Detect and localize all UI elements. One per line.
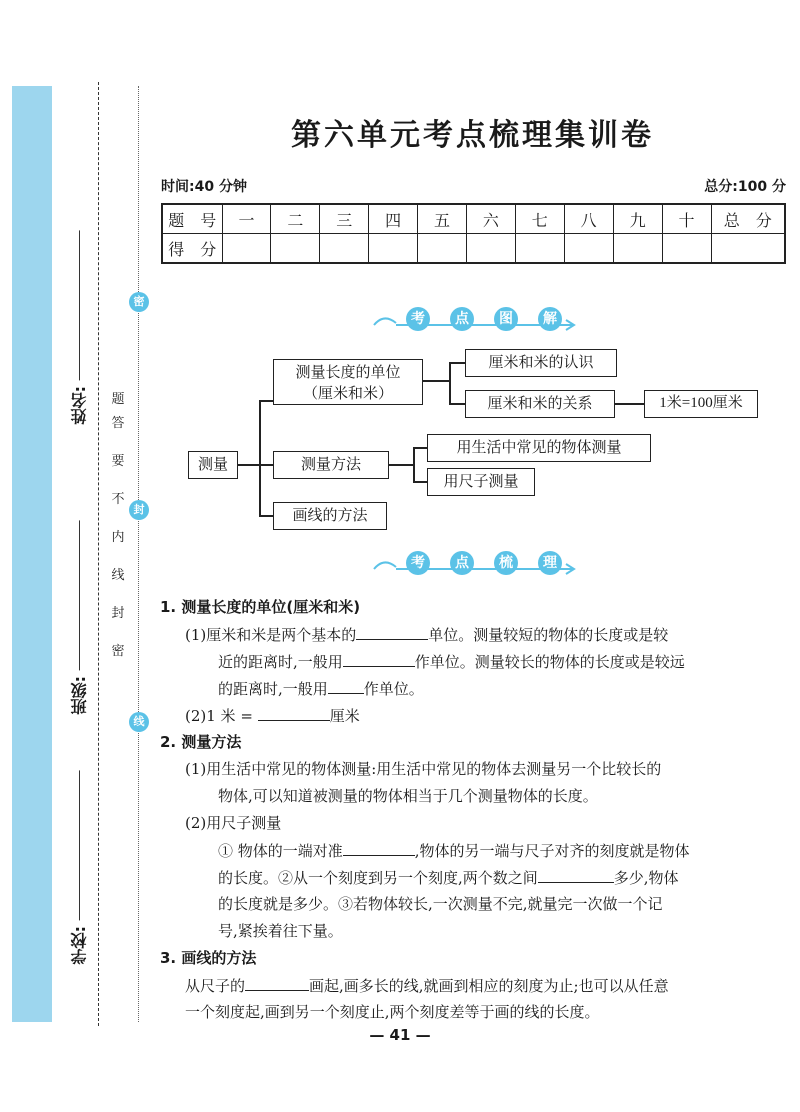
- table-cell: 四: [369, 204, 418, 234]
- warning-char: 密: [111, 644, 125, 659]
- connector: [413, 447, 427, 449]
- cut-line: [98, 82, 99, 1026]
- connector: [259, 400, 274, 402]
- mindmap-root: 测量: [188, 451, 238, 479]
- s2-line-2: 物体,可以知道被测量的物体相当于几个测量物体的长度。: [218, 787, 598, 805]
- school-field[interactable]: [68, 770, 91, 964]
- s2-line-5: [218, 864, 679, 892]
- connector: [237, 464, 260, 466]
- warning-char: 答: [111, 416, 125, 431]
- table-cell: 十: [662, 204, 711, 234]
- text: 单位。测量较短的物体的长度或是较: [428, 626, 669, 644]
- binding-strip: [12, 86, 52, 1022]
- table-cell: 题 号: [162, 204, 222, 234]
- text: 画起,画多长的线,就画到相应的刻度为止;也可以从任意: [309, 977, 669, 995]
- text: ,物体的另一端与尺子对齐的刻度就是物体: [414, 842, 690, 860]
- s1-line-2: [218, 648, 685, 676]
- total-score: 总分:100 分: [704, 179, 786, 195]
- table-cell: 五: [418, 204, 467, 234]
- score-cell[interactable]: [711, 234, 785, 264]
- connector: [259, 515, 274, 517]
- table-cell: 九: [613, 204, 662, 234]
- section-1-heading: 1. 测量长度的单位(厘米和米): [160, 598, 361, 616]
- score-cell[interactable]: [222, 234, 271, 264]
- seal-xian-icon: 线: [129, 712, 149, 732]
- connector: [449, 362, 451, 404]
- seal-mi-icon: 密: [129, 292, 149, 312]
- connector: [614, 403, 644, 405]
- table-cell: 三: [320, 204, 369, 234]
- mindmap-relation-value: 1米=100厘米: [644, 390, 758, 418]
- s1-line-1: [185, 621, 668, 649]
- connector: [259, 400, 261, 516]
- node-line: （厘米和米）: [302, 384, 393, 402]
- mindmap-draw-node: 画线的方法: [273, 502, 387, 530]
- banner-chip: 解: [538, 307, 562, 331]
- answer-blank[interactable]: [258, 702, 330, 721]
- mindmap-ruler-node: 用尺子测量: [427, 468, 535, 496]
- text: 从尺子的: [185, 977, 246, 995]
- connector: [449, 403, 465, 405]
- page-number: — 41 —: [369, 1026, 431, 1044]
- banner-chip: 点: [450, 307, 474, 331]
- connector: [388, 464, 414, 466]
- s2-line-6: 的长度就是多少。③若物体较长,一次测量不完,就量完一次做一个记: [218, 895, 663, 913]
- banner-chip: 理: [538, 551, 562, 575]
- text: (1)厘米和米是两个基本的: [185, 626, 357, 644]
- banner-chip: 点: [450, 551, 474, 575]
- text: 多少,物体: [613, 869, 679, 887]
- binding-warning: [109, 388, 127, 664]
- table-cell: 八: [564, 204, 613, 234]
- warning-char: 线: [111, 568, 125, 583]
- score-cell[interactable]: [466, 234, 515, 264]
- mindmap-recognize-node: 厘米和米的认识: [465, 349, 617, 377]
- score-cell[interactable]: [369, 234, 418, 264]
- text: 的距离时,一般用: [218, 680, 328, 698]
- mindmap-method-node: 测量方法: [273, 451, 389, 479]
- school-label: 学校:: [70, 926, 89, 965]
- score-cell[interactable]: [320, 234, 369, 264]
- s2-line-1: (1)用生活中常见的物体测量:用生活中常见的物体去测量另一个比较长的: [185, 760, 662, 778]
- answer-blank[interactable]: [328, 675, 364, 694]
- text: 的长度。②从一个刻度到另一个刻度,两个数之间: [218, 869, 538, 887]
- mindmap-daily-node: 用生活中常见的物体测量: [427, 434, 651, 462]
- page-title: 第六单元考点梳理集训卷: [291, 118, 654, 153]
- table-cell: 一: [222, 204, 271, 234]
- warning-char: 封: [111, 606, 125, 621]
- s3-line-2: 一个刻度起,画到另一个刻度止,两个刻度差等于画的线的长度。: [185, 1003, 600, 1021]
- text: 近的距离时,一般用: [218, 653, 343, 671]
- table-cell: 二: [271, 204, 320, 234]
- name-field[interactable]: [68, 230, 91, 424]
- answer-blank[interactable]: [245, 972, 309, 991]
- seal-line: [138, 86, 139, 1022]
- class-field[interactable]: [68, 520, 91, 714]
- table-cell: 总 分: [711, 204, 785, 234]
- table-cell: 七: [515, 204, 564, 234]
- text: 作单位。测量较长的物体的长度或是较远: [414, 653, 685, 671]
- score-table-header-row: [162, 204, 785, 234]
- text: 作单位。: [363, 680, 424, 698]
- mindmap-relation-node: 厘米和米的关系: [465, 390, 615, 418]
- banner-chip: 考: [406, 551, 430, 575]
- class-label: 班级:: [70, 676, 89, 715]
- mindmap-unit-node: [273, 359, 423, 405]
- score-cell[interactable]: [564, 234, 613, 264]
- s2-line-3: (2)用尺子测量: [185, 814, 282, 832]
- warning-char: 题: [111, 392, 125, 407]
- answer-blank[interactable]: [538, 864, 614, 883]
- seal-feng-icon: 封: [129, 500, 149, 520]
- node-line: 测量长度的单位: [295, 363, 401, 381]
- connector: [422, 380, 450, 382]
- table-cell: 得 分: [162, 234, 222, 264]
- text: (2)1 米 =: [185, 707, 253, 725]
- section-2-heading: 2. 测量方法: [160, 733, 242, 751]
- s2-line-4: [218, 837, 690, 865]
- answer-blank[interactable]: [343, 837, 415, 856]
- s2-line-7: 号,紧挨着往下量。: [218, 922, 343, 940]
- connector: [413, 481, 427, 483]
- connector: [449, 362, 465, 364]
- banner-chip: 图: [494, 307, 518, 331]
- score-cell[interactable]: [662, 234, 711, 264]
- score-table: [161, 203, 786, 264]
- time-limit: 时间:40 分钟: [161, 179, 247, 195]
- score-cell[interactable]: [418, 234, 467, 264]
- text: ① 物体的一端对准: [218, 842, 343, 860]
- answer-blank[interactable]: [356, 621, 428, 640]
- score-cell[interactable]: [613, 234, 662, 264]
- answer-blank[interactable]: [343, 648, 415, 667]
- warning-char: 不: [111, 492, 125, 507]
- banner-chip: 考: [406, 307, 430, 331]
- section-3-heading: 3. 画线的方法: [160, 949, 257, 967]
- banner-chip: 梳: [494, 551, 518, 575]
- text: 厘米: [329, 707, 360, 725]
- connector: [259, 464, 274, 466]
- section-banner-diagram: [370, 305, 580, 333]
- warning-char: 内: [111, 530, 125, 545]
- connector: [413, 447, 415, 482]
- s3-line-1: [185, 972, 669, 1000]
- s1-line-3: [218, 675, 424, 703]
- score-cell[interactable]: [515, 234, 564, 264]
- warning-char: 要: [111, 454, 125, 469]
- score-cell[interactable]: [271, 234, 320, 264]
- s1-line-4: [185, 702, 360, 730]
- table-cell: 六: [466, 204, 515, 234]
- name-label: 姓名:: [70, 386, 89, 425]
- section-banner-review: [370, 549, 580, 577]
- score-table-score-row: [162, 234, 785, 264]
